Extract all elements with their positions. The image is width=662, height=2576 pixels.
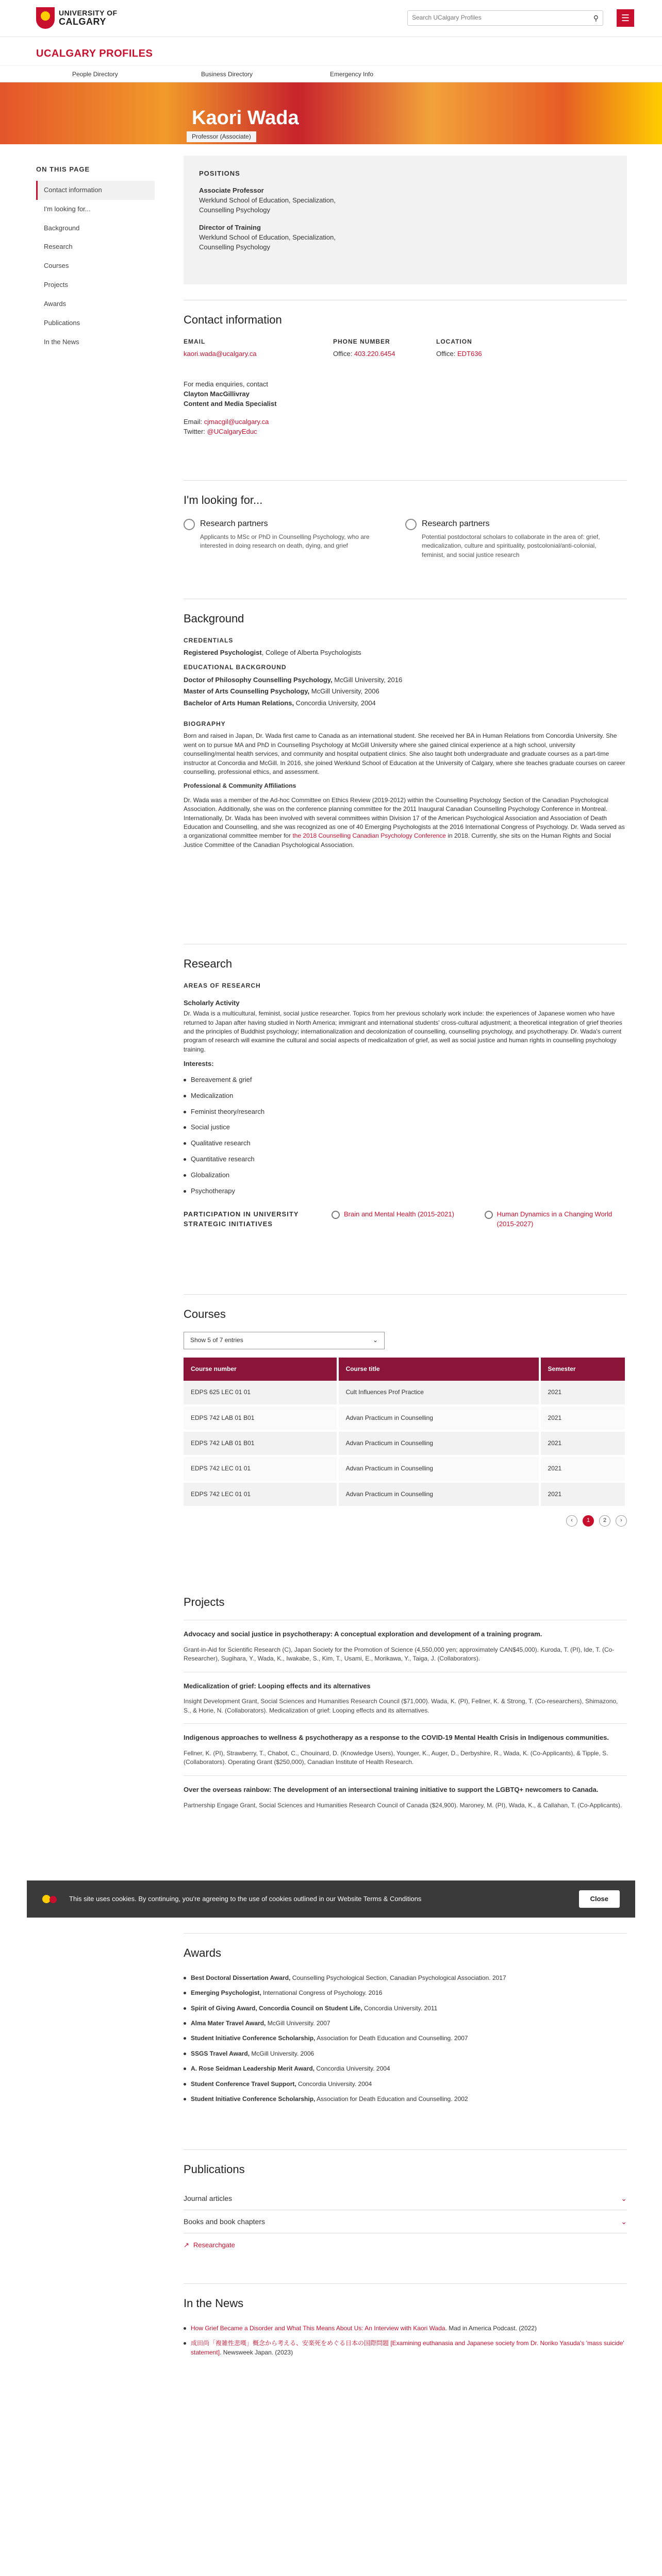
project-body: Insight Development Grant, Social Sciences and Humanities Research Council ($71,000). Wada, K. (PI), Fellner, K. & Strong, T. (Co-researchers), Shimazono, S., & Horie, N. (Collaborators). Medicalization of grief: Looping effects and its alternatives. (184, 1698, 618, 1714)
column-header-semester[interactable]: Semester (540, 1358, 626, 1381)
affiliations-label: Professional & Community Affiliations (184, 782, 296, 790)
interest-item: Quantitative research (184, 1151, 627, 1167)
cell-course-number: EDPS 742 LAB 01 B01 (184, 1431, 338, 1456)
project-body: Grant-in-Aid for Scientific Research (C), Japan Society for the Promotion of Science (4,550,000 yen; approximately CAN$45,000). Kuroda, T. (PI), Ide, T. (Co-Researcher), Sugihara, Y., Wada, K., Iwakabe, S., Kim, T., Usami, E., Morikawa, Y., Taiga, J. (Collaborators). (184, 1646, 615, 1663)
external-link-icon: ↗ (184, 2241, 189, 2249)
interest-item: Social justice (184, 1120, 627, 1136)
project-item (184, 1672, 627, 1724)
biography-label: BIOGRAPHY (184, 720, 226, 728)
card-title: Research partners (200, 519, 268, 528)
sidebar-item-contact[interactable]: Contact information (36, 181, 155, 200)
position-title: Associate Professor (199, 186, 264, 194)
interest-item: Psychotherapy (184, 1183, 627, 1199)
positions-heading: POSITIONS (199, 170, 240, 177)
project-body: Partnership Engage Grant, Social Sciences and Humanities Research Council of Canada ($24,900). Maroney, M. (PI), Wada, K., & Callahan, T. (Co-Applicants). (184, 1801, 622, 1809)
credential-name: Registered Psychologist (184, 649, 262, 657)
nav-people-directory[interactable]: People Directory (72, 71, 118, 78)
award-detail: Concordia University. 2004 (296, 2080, 372, 2088)
position-item (199, 186, 611, 215)
phone-prefix: Office: (333, 350, 353, 358)
participation-label: PARTICIPATION IN UNIVERSITY STRATEGIC INITIATIVES (184, 1210, 299, 1228)
project-title: Over the overseas rainbow: The development of an intersectional training initiative to support the LGBTQ+ newcomers to Canada. (184, 1785, 599, 1793)
media-email-label: Email: (184, 417, 203, 426)
awards-list (184, 1971, 627, 2107)
cookie-banner (27, 1880, 635, 1918)
cell-semester: 2021 (540, 1405, 626, 1431)
email-label: EMAIL (184, 337, 206, 345)
credential-org: , College of Alberta Psychologists (261, 649, 361, 657)
position-unit: Werklund School of Education, Specialization, (199, 233, 336, 242)
chevron-down-icon: ⌄ (621, 2194, 627, 2202)
looking-for-heading: I'm looking for... (184, 494, 263, 506)
menu-icon[interactable]: ☰ (617, 9, 634, 27)
projects-heading: Projects (184, 1596, 225, 1608)
cookie-close-button[interactable]: Close (579, 1890, 620, 1908)
project-title: Medicalization of grief: Looping effects and its alternatives (184, 1682, 371, 1690)
news-heading: In the News (184, 2297, 244, 2310)
sidebar-item-awards[interactable]: Awards (44, 299, 67, 308)
cell-course-number: EDPS 742 LEC 01 01 (184, 1482, 338, 1507)
contact-section (184, 300, 627, 470)
initiative-link[interactable]: Human Dynamics in a Changing World (2015-2027) (496, 1210, 613, 1228)
award-item (184, 2092, 627, 2107)
cell-semester: 2021 (540, 1431, 626, 1456)
awards-section (184, 1933, 627, 2129)
publications-heading: Publications (184, 2163, 245, 2176)
sidebar-item-courses[interactable]: Courses (44, 262, 69, 270)
background-section (184, 599, 627, 934)
looking-for-card (405, 518, 611, 560)
location-prefix: Office: (436, 350, 456, 358)
award-detail: Concordia University. 2011 (362, 2004, 438, 2012)
award-detail: Association for Death Education and Counselling. 2002 (315, 2095, 468, 2103)
brain-icon (332, 1211, 340, 1219)
award-name: Student Conference Travel Support, (191, 2080, 296, 2088)
sidebar-item-news[interactable]: In the News (44, 337, 79, 346)
award-item (184, 2016, 627, 2031)
interest-item: Qualitative research (184, 1136, 627, 1151)
cell-course-number: EDPS 742 LEC 01 01 (184, 1456, 338, 1481)
award-item (184, 2031, 627, 2046)
courses-table (184, 1358, 627, 1508)
contact-heading: Contact information (184, 313, 282, 326)
award-item (184, 2046, 627, 2061)
table-row (184, 1482, 626, 1507)
cell-course-title: Cult Influences Prof Practice (338, 1381, 540, 1405)
credentials-label: CREDENTIALS (184, 636, 234, 644)
email-link[interactable]: kaori.wada@ucalgary.ca (184, 350, 257, 358)
project-item (184, 1723, 627, 1775)
chevron-down-icon: ⌄ (621, 2217, 627, 2226)
award-item (184, 2001, 627, 2016)
nav-business-directory[interactable]: Business Directory (201, 71, 253, 78)
award-name: Spirit of Giving Award, Concordia Council on Student Life, (191, 2004, 362, 2012)
looking-for-card (184, 518, 390, 560)
award-detail: Association for Death Education and Counselling. 2007 (315, 2035, 468, 2042)
biography-text: Born and raised in Japan, Dr. Wada first came to Canada as an international student. She received her BA in Human Relations from Concordia University. She went on to pursue MA and PhD in Counselling Psychology at McGill University where she gained clinical experience at a high school, university counselling/mental health services, and community and hospital outpatient clinics. She also taught both undergraduate and graduate courses as a part-time instructor at Concordia and McGill. In 2016, she joined Werklund School of Education at the University of Calgary, where she teaches graduate courses on career counselling, professional ethics, and assessment. (184, 732, 625, 775)
courses-section (184, 1294, 627, 1536)
news-source: . Newsweek Japan. (2023) (220, 2348, 293, 2356)
award-name: SSGS Travel Award, (191, 2049, 250, 2057)
positions-box (184, 156, 627, 284)
award-name: Best Doctoral Dissertation Award, (191, 1974, 291, 1981)
top-nav (0, 66, 662, 82)
interest-item: Globalization (184, 1167, 627, 1183)
researchgate-link[interactable]: Researchgate (193, 2241, 235, 2249)
interest-item: Medicalization (184, 1088, 627, 1104)
people-icon (485, 1211, 493, 1219)
phone-label: PHONE NUMBER (333, 337, 390, 345)
award-item (184, 1971, 627, 1986)
cell-course-title: Advan Practicum in Counselling (338, 1456, 540, 1481)
accordion-journal-articles[interactable] (184, 2187, 627, 2210)
interests-label: Interests: (184, 1060, 214, 1068)
initiative-link[interactable]: Brain and Mental Health (2015-2021) (343, 1210, 454, 1218)
table-row (184, 1431, 626, 1456)
accordion-label: Journal articles (184, 2194, 233, 2202)
projects-section (184, 1583, 627, 1912)
scholarly-activity-text: Dr. Wada is a multicultural, feminist, social justice researcher. Topics from her previous scholarly work include: the experiences of Japanese women who have returned to Japan after having studied in North America; immigrant and international students' cross-cultural adjustment; a theoretical integration of grief theories and the principles of Buddhist psychology; internationalization and decolonization of counselling, counselling psychology, and psychotherapy. Dr. Wada's current program of research will examine the cultural and social aspects of medicalization of grief, as well as social justice and human rights in counselling psychology training. (184, 1010, 622, 1053)
media-intro: For media enquiries, contact (184, 380, 269, 388)
research-section (184, 944, 627, 1274)
column-header-course-title[interactable]: Course title (338, 1358, 540, 1381)
page-button-2[interactable]: 2 (599, 1515, 610, 1527)
accordion-label: Books and book chapters (184, 2217, 265, 2226)
project-body: Fellner, K. (PI), Strawberry, T., Chabot, C., Chouinard, D. (Knowledge Users), Younger, K., Auger, D., Derbyshire, R., Wada, K. (Co-Applicants), & Tipple, S. (Collaborators). Operating Grant ($250,000), Canadian Institute of Health Research. (184, 1749, 608, 1766)
award-detail: McGill University. 2006 (250, 2049, 315, 2057)
phone-link[interactable]: 403.220.6454 (354, 350, 395, 358)
conference-link[interactable]: the 2018 Counselling Canadian Psychology Conference (292, 832, 446, 840)
award-name: Student Initiative Conference Scholarship, (191, 2095, 316, 2103)
shield-icon (36, 7, 55, 29)
handshake-icon (184, 519, 195, 530)
table-row (184, 1456, 626, 1481)
cell-semester: 2021 (540, 1381, 626, 1405)
page-button-1[interactable]: 1 (583, 1515, 594, 1527)
sidebar-heading: ON THIS PAGE (36, 165, 90, 173)
cell-course-title: Advan Practicum in Counselling (338, 1482, 540, 1507)
news-source: . Mad in America Podcast. (2022) (445, 2324, 537, 2332)
sidebar-item-background[interactable]: Background (44, 224, 80, 232)
position-title: Director of Training (199, 224, 261, 232)
award-detail: Concordia University. 2004 (315, 2065, 390, 2073)
column-header-course-number[interactable]: Course number (184, 1358, 338, 1381)
interest-item: Bereavement & grief (184, 1072, 627, 1088)
card-title: Research partners (422, 519, 490, 528)
school: McGill University, 2016 (332, 675, 403, 684)
media-twitter-link[interactable]: @UCalgaryEduc (207, 427, 257, 435)
card-desc: Potential postdoctoral scholars to collaborate in the area of: grief, medicalization, culture and spirituality, postcolonial/anti-colonial, feminist, and social justice research (422, 533, 600, 558)
project-title: Advocacy and social justice in psychotherapy: A conceptual exploration and development of a training program. (184, 1630, 542, 1638)
location-label: LOCATION (436, 337, 472, 345)
pagination (184, 1515, 627, 1527)
courses-heading: Courses (184, 1308, 226, 1320)
cell-semester: 2021 (540, 1456, 626, 1481)
award-name: Alma Mater Travel Award, (191, 2020, 266, 2027)
award-item (184, 2077, 627, 2092)
award-detail: International Congress of Psychology. 2016 (261, 1989, 383, 1997)
award-item (184, 2061, 627, 2076)
interest-item: Feminist theory/research (184, 1104, 627, 1120)
news-item (184, 2321, 627, 2336)
cell-course-title: Advan Practicum in Counselling (338, 1431, 540, 1456)
top-header (0, 0, 662, 37)
degree: Master of Arts Counselling Psychology, (184, 687, 310, 696)
media-twitter-label: Twitter: (184, 427, 205, 435)
publications-section (184, 2149, 627, 2263)
profile-name: Kaori Wada (192, 107, 299, 129)
degree: Doctor of Philosophy Counselling Psychology, (184, 675, 333, 684)
award-detail: Counselling Psychological Section, Canadian Psychological Association. 2017 (290, 1974, 506, 1981)
sidebar-item-projects[interactable]: Projects (44, 281, 68, 289)
university-logo[interactable] (36, 7, 118, 29)
affiliations-text: Dr. Wada was a member of the Ad-hoc Committee on Ethics Review (2019-2012) within the Counselling Psychology Section of the Canadian Psychological Association. Additionally, she was on the conference planning committee for the 2011 Inaugural Canadian Counselling Psychology Conference in Montreal. Internationally, Dr. Wada has been involved with several committees within Division 17 of the American Psychological Association and Association of Death Education and Counselling, and she was recognized as one of 40 Emerging Psychologists at the 2016 International Congress of Psychology. Dr. Wada served as a organizational committee member for (184, 796, 625, 840)
background-heading: Background (184, 612, 244, 625)
cell-course-number: EDPS 742 LAB 01 B01 (184, 1405, 338, 1431)
strategic-initiatives (184, 1210, 627, 1229)
project-title: Indigenous approaches to wellness & psychotherapy as a response to the COVID-19 Mental Health Crisis in Indigenous communities. (184, 1734, 609, 1742)
hero-banner (0, 82, 662, 144)
media-contact-role: Content and Media Specialist (184, 399, 277, 408)
brand-title[interactable]: UCALGARY PROFILES (36, 48, 153, 59)
accordion-books[interactable] (184, 2210, 627, 2233)
profile-title: Professor (Associate) (187, 131, 256, 142)
position-unit-2: Counselling Psychology (199, 206, 271, 214)
terms-link[interactable]: Website Terms & Conditions (337, 1894, 422, 1903)
project-item (184, 1620, 627, 1672)
cell-semester: 2021 (540, 1482, 626, 1507)
cookie-icon (42, 1894, 61, 1904)
card-desc: Applicants to MSc or PhD in Counselling Psychology, who are interested in doing research on death, dying, and grief (200, 533, 370, 550)
news-section (184, 2283, 627, 2366)
award-name: Student Initiative Conference Scholarship, (191, 2035, 316, 2042)
media-contact-name: Clayton MacGillivray (184, 389, 250, 398)
table-row (184, 1381, 626, 1405)
position-unit: Werklund School of Education, Specialization, (199, 196, 336, 204)
search-placeholder: Search UCalgary Profiles (412, 14, 482, 22)
school: Concordia University, 2004 (294, 699, 376, 707)
handshake-icon (405, 519, 417, 530)
affiliations-text-end: in 2018. Currently, she sits on the Human Rights and Social Justice Committee of the Canadian Psychological Association. (184, 832, 611, 849)
logo-line-2: CALGARY (59, 16, 106, 27)
sidebar-item-looking-for[interactable]: I'm looking for... (44, 205, 91, 213)
award-name: Emerging Psychologist, (191, 1989, 261, 1997)
education-label: EDUCATIONAL BACKGROUND (184, 664, 287, 671)
sidebar-item-publications[interactable]: Publications (44, 318, 80, 327)
scholarly-activity-label: Scholarly Activity (184, 999, 240, 1007)
award-name: A. Rose Seidman Leadership Merit Award, (191, 2065, 315, 2073)
media-email-link[interactable]: cjmacgil@ucalgary.ca (204, 417, 269, 426)
entries-select[interactable] (184, 1332, 385, 1349)
entries-select-value: Show 5 of 7 entries (190, 1336, 243, 1344)
table-row (184, 1405, 626, 1431)
cell-course-title: Advan Practicum in Counselling (338, 1405, 540, 1431)
news-list (184, 2321, 627, 2360)
award-detail: McGill University. 2007 (266, 2020, 330, 2027)
looking-for-section (184, 480, 627, 588)
main-content (184, 155, 627, 2366)
degree: Bachelor of Arts Human Relations, (184, 699, 294, 707)
project-item (184, 1775, 627, 1818)
interests-list (184, 1072, 627, 1199)
news-link[interactable]: 成田尚「複雑性悲嘆」概念から考える、安楽死をめぐる日本の国際問題 [Examining euthanasia and Japanese society from Dr. Noriko Yasuda's 'mass suicide' statement] (191, 2340, 624, 2356)
sidebar-item-research[interactable]: Research (44, 243, 73, 251)
next-page-icon[interactable]: › (616, 1515, 627, 1527)
search-input[interactable] (407, 10, 603, 26)
position-unit-2: Counselling Psychology (199, 243, 271, 251)
research-heading: Research (184, 957, 233, 970)
chevron-down-icon: ⌄ (372, 1336, 378, 1344)
logo-line-1: UNIVERSITY OF (59, 9, 118, 18)
cookie-text: This site uses cookies. By continuing, you're agreeing to the use of cookies outlined in our (69, 1894, 338, 1903)
nav-emergency-info[interactable]: Emergency Info (330, 71, 374, 78)
position-item (199, 223, 611, 252)
prev-page-icon[interactable]: ‹ (566, 1515, 577, 1527)
location-link[interactable]: EDT636 (457, 350, 482, 358)
awards-heading: Awards (184, 1946, 221, 1959)
news-link[interactable]: How Grief Became a Disorder and What This Means About Us: An Interview with Kaori Wada (191, 2324, 445, 2332)
search-icon[interactable]: ⚲ (593, 13, 599, 22)
areas-label: AREAS OF RESEARCH (184, 981, 261, 989)
school: McGill University, 2006 (309, 687, 379, 696)
cell-course-number: EDPS 625 LEC 01 01 (184, 1381, 338, 1405)
brand-bar (0, 37, 662, 66)
award-item (184, 1986, 627, 2001)
on-this-page-nav (36, 165, 155, 351)
news-item (184, 2336, 627, 2360)
